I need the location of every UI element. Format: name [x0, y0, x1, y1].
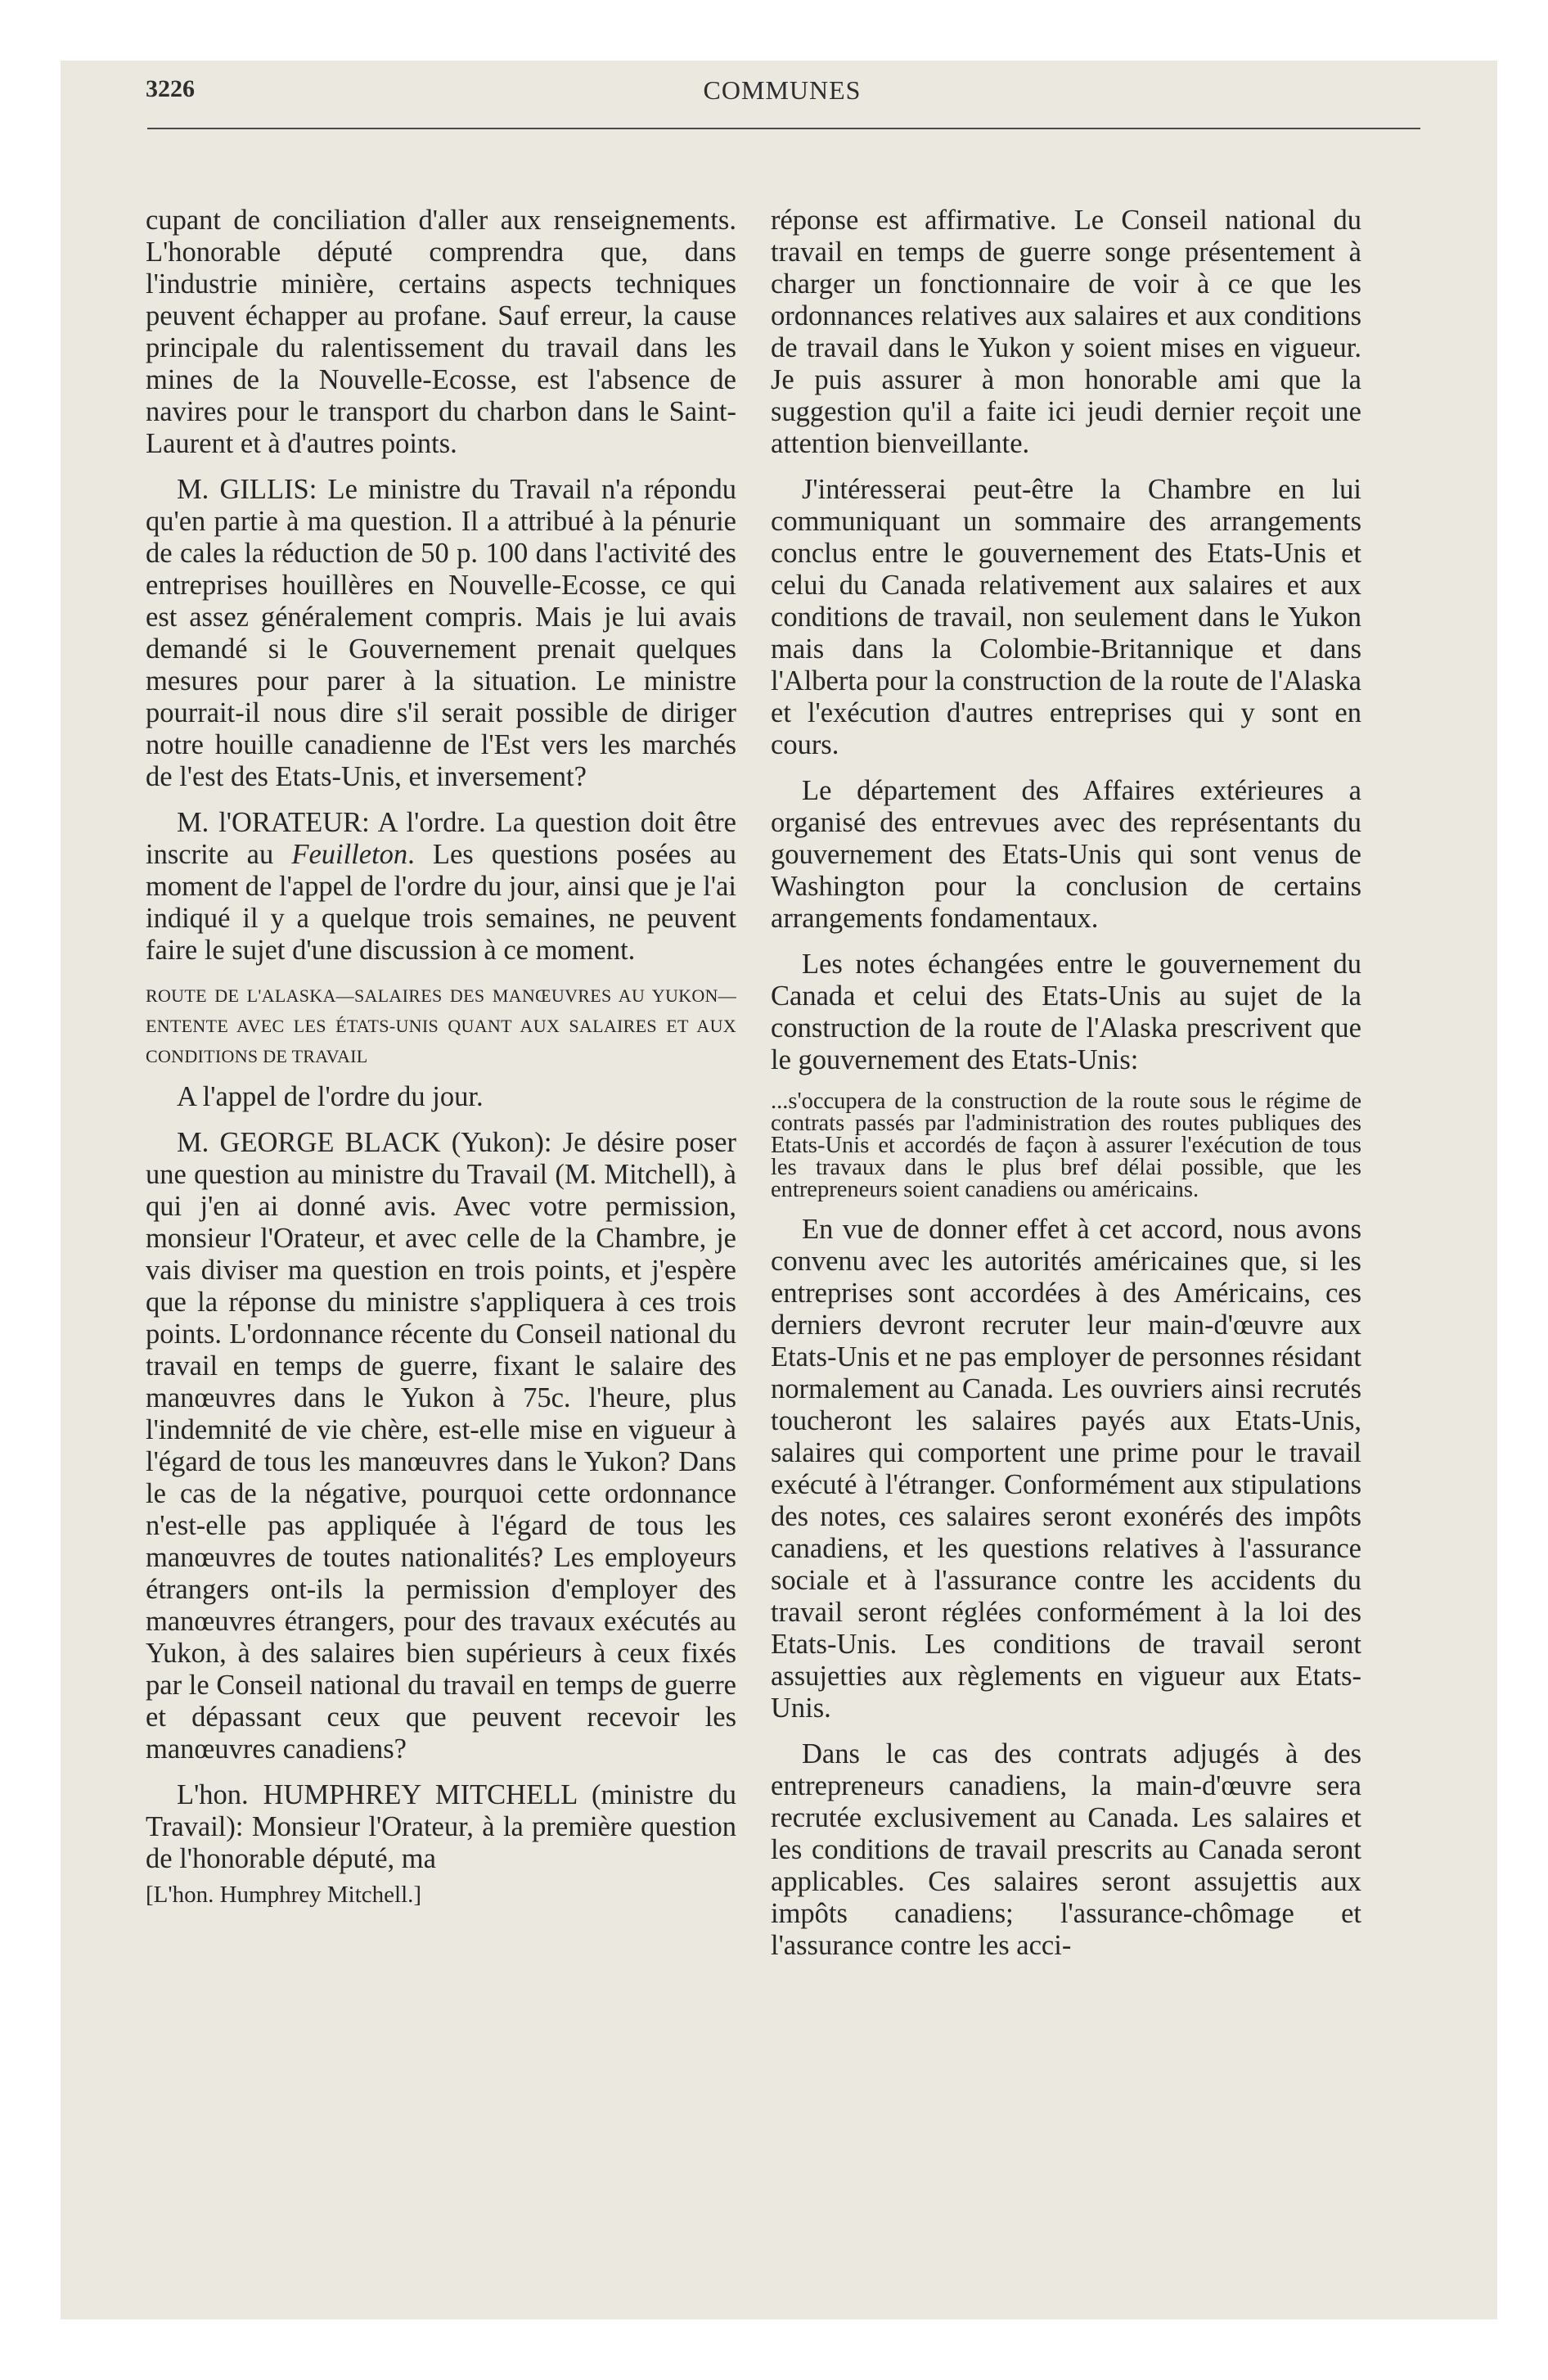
page-number: 3226	[146, 75, 195, 102]
paragraph: Les notes échangées entre le gouvernement du Canada et celui des Etats-Unis au sujet de la construction de la route de l'Alaska prescrivent que le gouvernement des Etats-Unis:	[771, 949, 1361, 1075]
running-head: COMMUNES	[703, 75, 862, 105]
italic-term: Feuilleton	[291, 839, 408, 870]
block-quote: ...s'occupera de la construction de la route sous le régime de contrats passés par l'administration des routes publiques des Etats-Unis et accordés de façon à assurer l'exécution de tous les travaux dans le plus bref délai possible, que les entrepreneurs soient canadiens ou américains.	[771, 1089, 1361, 1202]
right-column	[771, 205, 1361, 1976]
paragraph: A l'appel de l'ordre du jour.	[177, 1081, 484, 1112]
paragraph: M. GEORGE BLACK (Yukon): Je désire poser une question au ministre du Travail (M. Mitchell), à qui j'en ai donné avis. Avec votre permission, monsieur l'Orateur, et avec celle de la Chambre, je vais diviser ma question en trois points, et j'espère que la réponse du ministre s'appliquera à ces trois points. L'ordonnance récente du Conseil national du travail en temps de guerre, fixant le salaire des manœuvres dans le Yukon à 75c. l'heure, plus l'indemnité de vie chère, est-elle mise en vigueur à l'égard de tous les manœuvres dans le Yukon? Dans le cas de la négative, pourquoi cette ordonnance n'est-elle pas appliquée à l'égard de tous les manœuvres de toutes nationalités? Les employeurs étrangers ont-ils la permission d'employer des manœuvres étrangers, pour des travaux exécutés au Yukon, à des salaires bien supérieurs à ceux fixés par le Conseil national du travail en temps de guerre et dépassant ceux que peuvent recevoir les manœuvres canadiens?	[146, 1127, 736, 1765]
paragraph: En vue de donner effet à cet accord, nous avons convenu avec les autorités américaines que, si les entreprises sont accordées à des Américains, ces derniers devront recruter leur main-d'œuvre aux Etats-Unis et ne pas employer de personnes résidant normalement au Canada. Les ouvriers ainsi recrutés toucheront les salaires payés aux Etats-Unis, salaires qui comportent une prime pour le travail exécuté à l'étranger. Conformément aux stipulations des notes, ces salaires seront exonérés des impôts canadiens, et les questions relatives à l'assurance sociale et à l'assurance contre les accidents du travail seront réglées conformément à la loi des Etats-Unis. Les conditions de travail seront assujetties aux règlements en vigueur aux Etats-Unis.	[771, 1214, 1361, 1724]
paragraph: M. GILLIS: Le ministre du Travail n'a répondu qu'en partie à ma question. Il a attribué à la pénurie de cales la réduction de 50 p. 100 dans l'activité des entreprises houillères en Nouvelle-Ecosse, ce qui est assez généralement compris. Mais je lui avais demandé si le Gouvernement prenait quelques mesures pour parer à la situation. Le ministre pourrait-il nous dire s'il serait possible de diriger notre houille canadienne de l'Est vers les marchés de l'est des Etats-Unis, et inversement?	[146, 474, 736, 792]
text-run: M. l'ORATEUR: A l'ordre. La question doit être inscrite au	[146, 807, 736, 870]
text-run: . Les questions posées au moment de l'appel de l'ordre du jour, ainsi que je l'ai indiqué il y a quelque trois semaines, ne peuvent faire le sujet d'une discussion à ce moment.	[146, 839, 736, 966]
page-header	[146, 75, 1419, 124]
speaker-reference: [L'hon. Humphrey Mitchell.]	[146, 1882, 422, 1908]
header-rule	[147, 128, 1420, 129]
left-column	[146, 205, 736, 1909]
paragraph: réponse est affirmative. Le Conseil national du travail en temps de guerre songe présentement à charger un fonctionnaire de voir à ce que les ordonnances relatives aux salaires et aux conditions de travail dans le Yukon y soient mises en vigueur. Je puis assurer à mon honorable ami que la suggestion qu'il a faite ici jeudi dernier reçoit une attention bienveillante.	[771, 205, 1361, 459]
section-heading: ROUTE DE L'ALASKA—SALAIRES DES MANŒUVRES AU YUKON—ENTENTE AVEC LES ÉTATS-UNIS QUANT AUX SALAIRES ET AUX CONDITIONS DE TRAVAIL	[146, 985, 736, 1066]
paragraph: Le département des Affaires extérieures a organisé des entrevues avec des représentants du gouvernement des Etats-Unis qui sont venus de Washington pour la conclusion de certains arrangements fondamentaux.	[771, 775, 1361, 934]
paragraph	[146, 807, 736, 967]
paragraph: cupant de conciliation d'aller aux renseignements. L'honorable député comprendra que, dans l'industrie minière, certains aspects techniques peuvent échapper au profane. Sauf erreur, la cause principale du ralentissement du travail dans les mines de la Nouvelle-Ecosse, est l'absence de navires pour le transport du charbon dans le Saint-Laurent et à d'autres points.	[146, 205, 736, 459]
paragraph: L'hon. HUMPHREY MITCHELL (ministre du Travail): Monsieur l'Orateur, à la première question de l'honorable député, ma	[146, 1779, 736, 1874]
paragraph: Dans le cas des contrats adjugés à des entrepreneurs canadiens, la main-d'œuvre sera recrutée exclusivement au Canada. Les salaires et les conditions de travail prescrits au Canada seront applicables. Ces salaires seront assujettis aux impôts canadiens; l'assurance-chômage et l'assurance contre les acci-	[771, 1738, 1361, 1961]
paragraph: J'intéresserai peut-être la Chambre en lui communiquant un sommaire des arrangements conclus entre le gouvernement des Etats-Unis et celui du Canada relativement aux salaires et aux conditions de travail, non seulement dans le Yukon mais dans la Colombie-Britannique et dans l'Alberta pour la construction de la route de l'Alaska et l'exécution d'autres entreprises qui y sont en cours.	[771, 474, 1361, 760]
